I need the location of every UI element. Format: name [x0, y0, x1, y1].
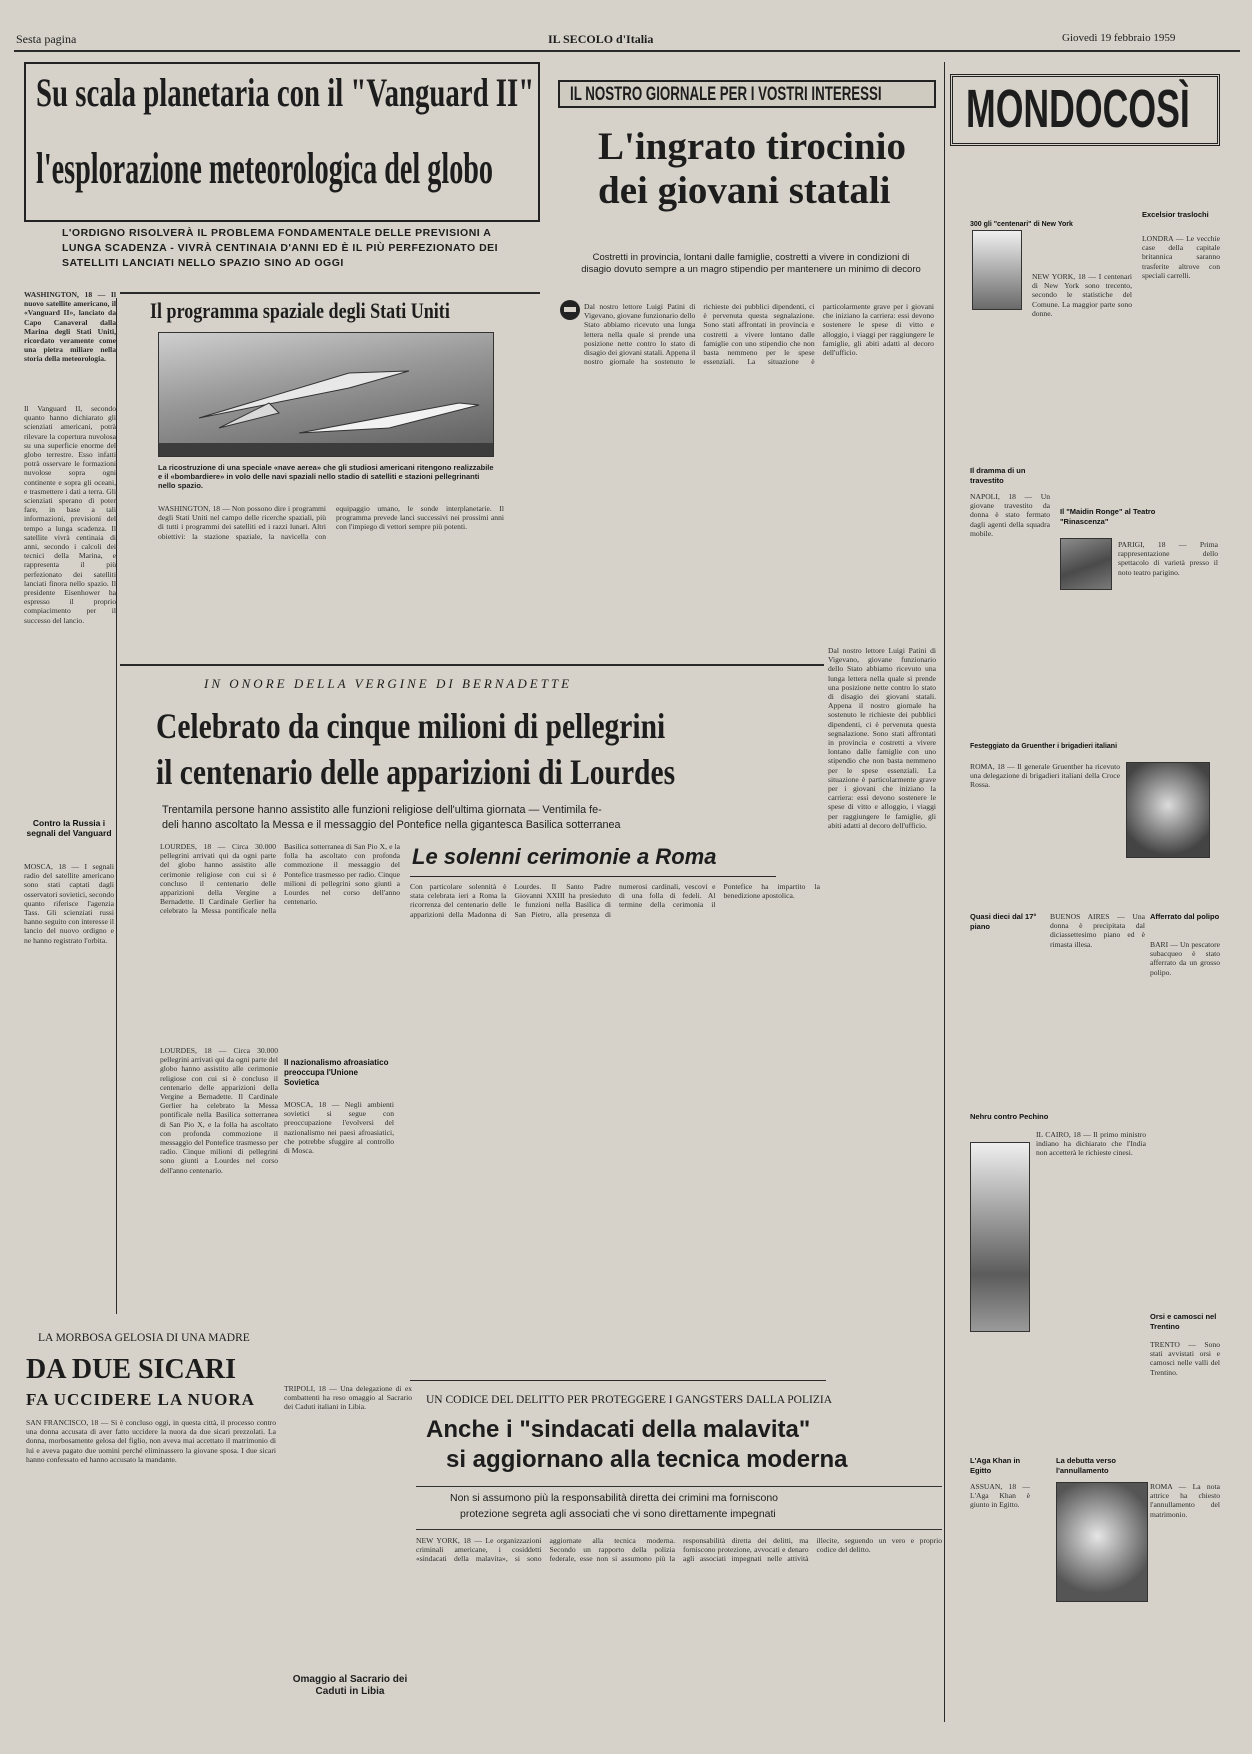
mondocosi-item-5-head: Festeggiato da Gruenther i brigadieri italiani [970, 743, 1118, 750]
masthead [0, 0, 1252, 56]
mondocosi-item-5-body: ROMA, 18 — Il generale Gruenther ha ricevuto una delegazione di brigadieri italiani della Croce Rossa. [970, 762, 1120, 790]
nehru-photo [970, 1142, 1030, 1332]
actress-photo [1056, 1482, 1148, 1602]
spaceship-caption: La ricostruzione di una speciale «nave aerea» che gli studiosi americani ritengono realizzabile e il «bombardiere» in volo delle navi spaziali nello stadio di satelliti e stazioni pellegrinanti nello spazio. [158, 463, 494, 490]
masthead-rule [14, 50, 1240, 52]
paper-name: IL SECOLO d'Italia [548, 32, 654, 46]
programma-title: Il programma spaziale degli Stati Uniti [150, 298, 450, 323]
vanguard-headline-2: l'esplorazione meteorologica del globo [36, 144, 494, 193]
mondocosi-item-8-body: IL CAIRO, 18 — Il primo ministro indiano ha dichiarato che l'India non accetterà le richieste cinesi. [1036, 1130, 1146, 1158]
mondocosi-item-2-body: LONDRA — Le vecchie case della capitale britannica saranno trasferite altrove con speciali carrelli. [1142, 234, 1220, 280]
roma-rule [410, 876, 776, 877]
page-label: Sesta pagina [16, 32, 77, 46]
malavita-subhead-1: Non si assumono più la responsabilità diretta dei crimini ma forniscono [450, 1492, 778, 1504]
malavita-body: NEW YORK, 18 — Le organizzazioni criminali americane, i cosiddetti «sindacati della malavita», si sono aggiornate alla tecnica moderna. Secondo un rapporto della polizia federale, esse non si assumono più la responsabilità diretta dei delitti, ma forniscono protezione, avvocati e denaro agli associati impegnati nelle attività illecite, seguendo un vero e proprio codice del delitto. [416, 1536, 942, 1564]
spaceship-illustration [159, 333, 493, 456]
giornale-headline-1: L'ingrato tirocinio [598, 125, 907, 168]
vanguard-headline-1: Su scala planetaria con il "Vanguard II" [36, 70, 535, 115]
roma-body: Con particolare solennità è stata celebrata ieri a Roma la ricorrenza del centenario delle apparizioni della Madonna di Lourdes. Il Santo Padre Giovanni XXIII ha presieduto le funzioni nella Basilica di San Pietro, alla presenza di numerosi cardinali, vescovi e di una folla di fedeli. Al termine della cerimonia il Pontefice ha impartito la benedizione apostolica. [410, 882, 820, 919]
mondocosi-item-9-head: Orsi e camosci nel Trentino [1150, 1312, 1217, 1331]
lourdes-body-cont: LOURDES, 18 — Circa 30.000 pellegrini arrivati qui da ogni parte del globo hanno assistito alle cerimonie religiose con cui si è concluso il centenario delle apparizioni della Vergine a Bernadette. Il Cardinale Gerlier ha celebrato la Messa pontificale nella Basilica sotterranea di San Pio X, e la folla ha ascoltato con profonda commozione il messaggio del Pontefice trasmesso per radio. Cinque milioni di pellegrini sono giunti a Lourdes nel corso dell'anno centenario. [160, 1046, 278, 1175]
mondocosi-item-8-head: Nehru contro Pechino [970, 1112, 1049, 1121]
vanguard-body: Il Vanguard II, secondo quanto hanno dichiarato gli scienziati americani, potrà rilevare la copertura nuvolosa su una superficie enorme del globo terrestre. Esso infatti potrà osservare le formazioni nuvolose sopra ogni continente e sopra gli oceani, e trasmettere i dati a terra. Gli scienziati sperano di poter fare, in base a tali informazioni, previsioni del tempo a lunga scadenza. Il satellite vivrà centinaia di anni, secondo i calcoli dei tecnici della Marina, e rappresenta il più perfezionato dei satelliti lanciati finora nello spazio. Il presidente Eisenhower ha espresso il proprio compiacimento per il successo del lancio. [24, 404, 116, 625]
vanguard-section-body: MOSCA, 18 — I segnali radio del satellite americano sono stati captati dagli osservatori sovietici, secondo quanto riferisce l'agenzia Tass. Gli scienziati russi hanno seguito con interesse il lancio del nuovo ordigno e ne hanno registrato l'orbita. [24, 862, 114, 945]
gelosia-headline-2: FA UCCIDERE LA NUORA [26, 1390, 255, 1409]
lourdes-subhead-1: Trentamila persone hanno assistito alle funzioni religiose dell'ultima giornata — Ventimila fe- [162, 804, 602, 816]
mondocosi-item-3-body: NAPOLI, 18 — Un giovane travestito da donna è stato fermato dagli agenti della squadra mobile. [970, 492, 1050, 538]
mondocosi-item-4-head: Il "Maidin Ronge" al Teatro "Rinascenza" [1060, 507, 1156, 526]
programma-box [120, 292, 544, 662]
mondocosi-column [950, 62, 1222, 1602]
afroasiatico-head: Il nazionalismo afroasiatico preoccupa l'Unione Sovietica [284, 1058, 389, 1087]
mondocosi-item-3-head: Il dramma di un travestito [970, 466, 1026, 485]
mondocosi-item-1-head: 300 gli "centenari" di New York [970, 221, 1073, 228]
gelosia-body: SAN FRANCISCO, 18 — Si è concluso oggi, in questa città, il processo contro una donna accusata di aver fatto uccidere la nuora da due sicari prezzolati. La donna, morbosamente gelosa del figlio, non aveva mai accettato il matrimonio di lui e aveva pagato due uomini perché eliminassero la giovane sposa. I due sicari hanno confessato ed hanno accusato la mandante. [26, 1418, 276, 1464]
giornale-logo-icon [560, 300, 580, 320]
giornale-subhead: Costretti in provincia, lontani dalle famiglie, costretti a vivere in condizioni di disagio dovuto sempre a un magro stipendio per mantenere un minimo di decoro [581, 252, 921, 275]
lourdes-kicker: IN ONORE DELLA VERGINE DI BERNADETTE [204, 676, 573, 691]
gelosia-headline-1: DA DUE SICARI [26, 1354, 237, 1385]
spaceship-photo [158, 332, 494, 457]
mondocosi-title: MONDOCOSÌ [966, 79, 1190, 139]
mondocosi-item-10-head: L'Aga Khan in Egitto [970, 1456, 1021, 1475]
new-york-photo [972, 230, 1022, 310]
malavita-subhead-2: protezione segreta agli associati che vi sono direttamente impegnati [460, 1508, 776, 1520]
page-date: Giovedì 19 febbraio 1959 [1062, 32, 1176, 44]
mondocosi-item-4-body: PARIGI, 18 — Prima rappresentazione dello spettacolo di varietà presso il noto teatro parigino. [1118, 540, 1218, 577]
mondocosi-item-11-body: ROMA — La nota attrice ha chiesto l'annullamento del matrimonio. [1150, 1482, 1220, 1519]
afroasiatico-body: MOSCA, 18 — Negli ambienti sovietici si segue con preoccupazione l'evolversi del nazionalismo nei paesi afroasiatici, che potrebbe sfuggire al controllo di Mosca. [284, 1100, 394, 1156]
programma-body: WASHINGTON, 18 — Non possono dire i programmi degli Stati Uniti nel campo delle ricerche spaziali, più di tutti i programmi dei satelliti ed i razzi lunari. Altri obiettivi: la stazione spaziale, la navicella con equipaggio umano, le sonde interplanetarie. Il programma prevede lanci successivi nei prossimi anni con l'impiego di vettori sempre più potenti. [158, 504, 504, 541]
omaggio-body: TRIPOLI, 18 — Una delegazione di ex combattenti ha reso omaggio al Sacrario dei Caduti italiani in Libia. [284, 1384, 412, 1412]
omaggio-head: Omaggio al Sacrario dei Caduti in Libia [292, 1674, 408, 1697]
vanguard-section [24, 798, 114, 1314]
lourdes-top-rule [120, 664, 824, 666]
mondocosi-item-2-head: Excelsior traslochi [1142, 210, 1209, 219]
malavita-kicker: UN CODICE DEL DELITTO PER PROTEGGERE I GANGSTERS DALLA POLIZIA [426, 1394, 832, 1406]
roma-title: Le solenni cerimonie a Roma [412, 844, 717, 869]
mondocosi-item-7-head: Afferrato dal polipo [1150, 912, 1220, 921]
malavita-article [416, 1390, 944, 1720]
vanguard-subhead: L'ORDIGNO RISOLVERÀ IL PROBLEMA FONDAMENTALE DELLE PREVISIONI A LUNGA SCADENZA - VIVRÀ CENTINAIA D'ANNI ED È IL PIÙ PERFEZIONATO DEI SATELLITI LANCIATI NELLO SPAZIO SINO AD OGGI [62, 227, 499, 269]
giornale-body: Dal nostro lettore Luigi Patini di Vigevano, giovane funzionario dello Stato abbiamo ricevuto una lunga lettera nella quale si prende una posizione nette contro lo stato di disagio dei giovani statali. Appena il nostro giornale ha sostenuto le richieste dei pubblici dipendenti, ci è pervenuta questa segnalazione. Sono stati affrontati in provincia e costretti a vivere lontano dalle famiglie con uno stipendio che non basta nemmeno per le spese essenziali. La situazione è particolarmente grave per i giovani che iniziano la carriera: essi devono sostenere le spese di vitto e alloggio, i viaggi per raggiungere le famiglie, gli abiti adatti al decoro dell'ufficio. [584, 302, 934, 367]
column-rule-right [944, 62, 945, 1722]
mondocosi-item-9-body: TRENTO — Sono stati avvistati orsi e camosci nelle valli del Trentino. [1150, 1340, 1220, 1377]
mondocosi-item-11-head: La debutta verso l'annullamento [1056, 1456, 1117, 1475]
lourdes-bottom-rule [410, 1380, 826, 1381]
gruenther-photo [1126, 762, 1210, 858]
giornale-body-cont: Dal nostro lettore Luigi Patini di Vigevano, giovane funzionario dello Stato abbiamo ricevuto una lunga lettera nella quale si prende una posizione nette contro lo stato di disagio dei giovani statali. Appena il nostro giornale ha sostenuto le richieste dei pubblici dipendenti, ci è pervenuta questa segnalazione. Sono stati affrontati in provincia e costretti a vivere lontano dalle famiglie con uno stipendio che non basta nemmeno per le spese essenziali. La situazione è particolarmente grave per i giovani che iniziano la carriera: essi devono sostenere le spese di vitto e alloggio, i viaggi per raggiungere le famiglie, gli abiti adatti al decoro dell'ufficio. [828, 646, 936, 830]
malavita-headline-1: Anche i "sindacati della malavita" [426, 1416, 811, 1443]
vanguard-section-head: Contro la Russia i segnali del Vanguard [26, 818, 112, 838]
lourdes-subhead-2: deli hanno ascoltato la Messa e il messaggio del Pontefice nella gigantesca Basilica sotterranea [162, 819, 621, 831]
mondocosi-item-10-body: ASSUAN, 18 — L'Aga Khan è giunto in Egitto. [970, 1482, 1030, 1510]
malavita-headline-2: si aggiornano alla tecnica moderna [446, 1446, 848, 1473]
gelosia-article [24, 1320, 278, 1720]
giornale-article [558, 62, 940, 662]
giornale-headline-2: dei giovani statali [598, 169, 891, 212]
man-portrait-photo [1060, 538, 1112, 590]
mondocosi-item-6-head: Quasi dieci dal 17° piano [970, 912, 1037, 931]
column-rule-left [116, 298, 117, 1314]
lourdes-headline-2: il centenario delle apparizioni di Lourdes [156, 752, 676, 792]
gelosia-kicker: LA MORBOSA GELOSIA DI UNA MADRE [38, 1332, 250, 1344]
mondocosi-item-7-body: BARI — Un pescatore subacqueo è stato afferrato da un grosso polipo. [1150, 940, 1220, 977]
giornale-banner: IL NOSTRO GIORNALE PER I VOSTRI INTERESSI [570, 84, 882, 105]
lourdes-headline-1: Celebrato da cinque milioni di pellegrini [156, 706, 666, 746]
mondocosi-item-6-body: BUENOS AIRES — Una donna è precipitata dal diciassettesimo piano ed è rimasta illesa. [1050, 912, 1145, 949]
mondocosi-item-1-body: NEW YORK, 18 — I centenari di New York sono trecento, secondo le statistiche del Comune. La maggior parte sono donne. [1032, 272, 1132, 318]
vanguard-lead: WASHINGTON, 18 — Il nuovo satellite americano, il «Vanguard II», lanciato da Capo Canaveral dalla Marina degli Stati Uniti, ricordato veramente come una pietra miliare nella storia della meteorologia. [24, 290, 116, 364]
programma-rule [120, 292, 540, 294]
omaggio-box [282, 1384, 414, 1724]
lourdes-body: LOURDES, 18 — Circa 30.000 pellegrini arrivati qui da ogni parte del globo hanno assistito alle cerimonie religiose con cui si è concluso il centenario delle apparizioni della Vergine a Bernadette. Il Cardinale Gerlier ha celebrato la Messa pontificale nella Basilica sotterranea di San Pio X, e la folla ha ascoltato con profonda commozione il messaggio del Pontefice trasmesso per radio. Cinque milioni di pellegrini sono giunti a Lourdes nel corso dell'anno centenario. [160, 842, 400, 916]
lourdes-article [120, 664, 826, 1384]
